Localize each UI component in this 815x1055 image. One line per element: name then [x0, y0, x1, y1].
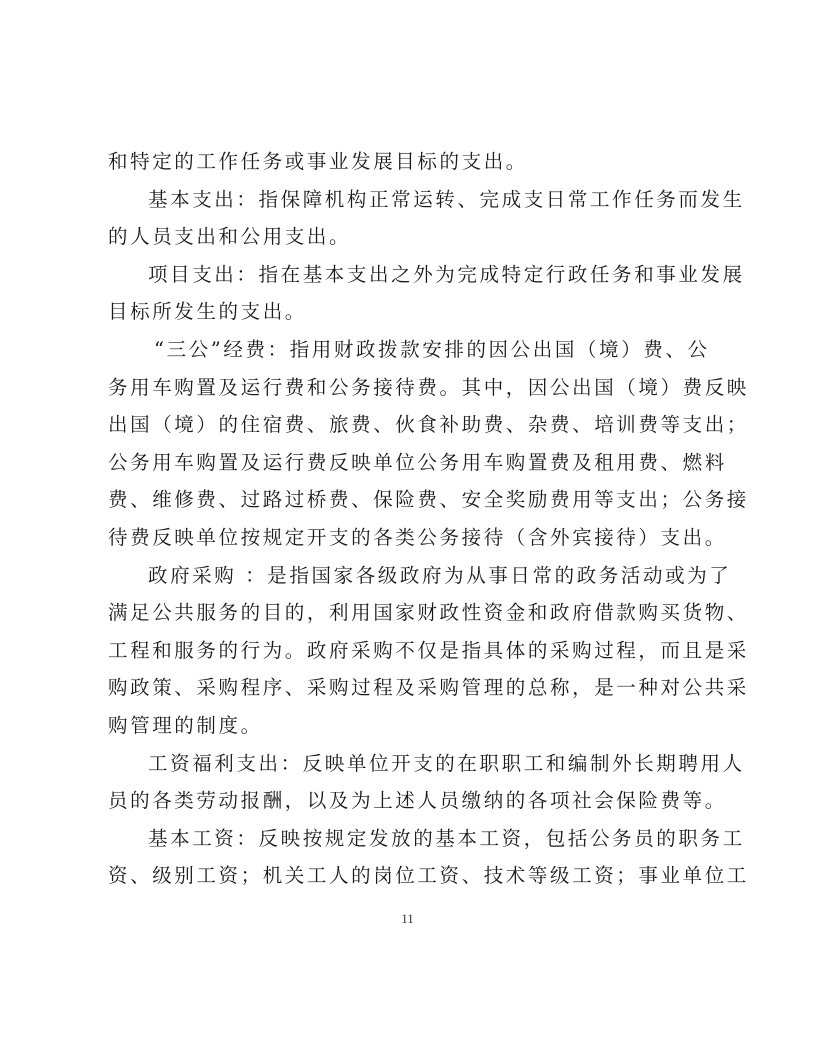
text-line: 员的各类劳动报酬，以及为上述人员缴纳的各项社会保险费等。 [108, 789, 727, 813]
text-line: 资、级别工资；机关工人的岗位工资、技术等级工资；事业单位工 [108, 864, 749, 888]
body-text [108, 143, 749, 895]
text-line: 公务用车购置及运行费反映单位公务用车购置费及租用费、燃料 [108, 450, 727, 474]
text-line: 的人员支出和公用支出。 [108, 225, 352, 249]
page-number: 11 [401, 911, 414, 926]
paragraph-government-procurement: 政府采购 ：是指国家各级政府为从事日常的政务活动或为了 [148, 563, 732, 587]
text-line: 满足公共服务的目的，利用国家财政性资金和政府借款购买货物、 [108, 601, 749, 625]
paragraph-wage-welfare: 工资福利支出：反映单位开支的在职职工和编制外长期聘用人 [148, 751, 745, 775]
paragraph-three-public-funds: “三公”经费：指用财政拨款安排的因公出国（境）费、公 [154, 337, 710, 361]
text-line: 购管理的制度。 [108, 713, 263, 737]
text-line: 费、维修费、过路过桥费、保险费、安全奖励费用等支出；公务接 [108, 488, 749, 512]
text-line: 购政策、采购程序、采购过程及采购管理的总称，是一种对公共采 [108, 676, 749, 700]
paragraph-basic-wage: 基本工资：反映按规定发放的基本工资，包括公务员的职务工 [148, 826, 745, 850]
text-line: 和特定的工作任务或事业发展目标的支出。 [108, 150, 528, 173]
text-line: 待费反映单位按规定开支的各类公务接待（含外宾接待）支出。 [108, 525, 727, 549]
text-line: 目标所发生的支出。 [108, 300, 307, 324]
text-line: 工程和服务的行为。政府采购不仅是指具体的采购过程，而且是采 [108, 638, 749, 662]
text-line: 出国（境）的住宿费、旅费、伙食补助费、杂费、培训费等支出； [108, 413, 749, 437]
text-line: 务用车购置及运行费和公务接待费。其中，因公出国（境）费反映 [108, 375, 749, 399]
paragraph-basic-expenditure: 基本支出：指保障机构正常运转、完成支日常工作任务而发生 [148, 187, 745, 211]
paragraph-project-expenditure: 项目支出：指在基本支出之外为完成特定行政任务和事业发展 [148, 262, 745, 286]
